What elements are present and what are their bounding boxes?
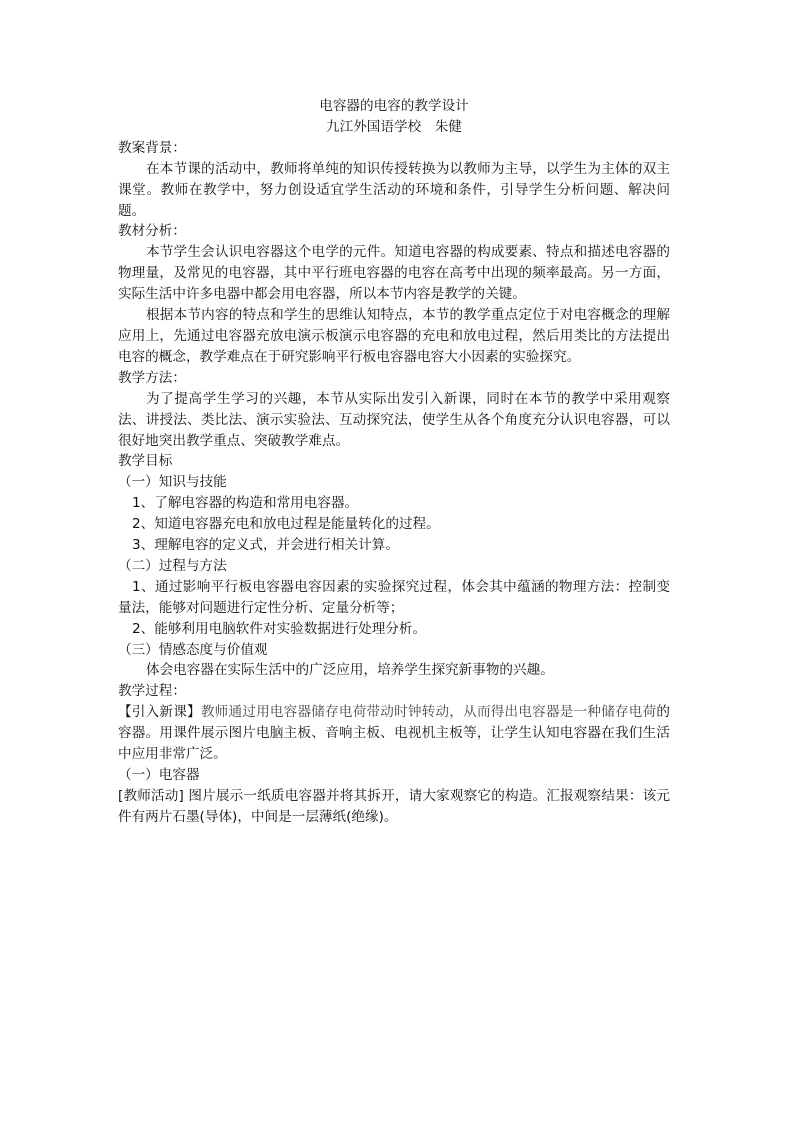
goal-1-item: 2、知道电容器充电和放电过程是能量转化的过程。 xyxy=(132,516,440,533)
goal-1-heading: （一）知识与技能 xyxy=(118,474,227,491)
goal-2-item: 2、能够利用电脑软件对实验数据进行处理分析。 xyxy=(132,620,427,637)
intro-text-b: 的容器。用课件展示图片电脑主板、音响主板、电视机主板等，让学生认知电容器在我们生活中应用非常广泛。 xyxy=(118,704,671,763)
goal-2-item: 1、通过影响平行板电容器电容因素的实验探究过程，体会其中蕴涵的物理方法：控制变量法，能够对问题进行定性分析、定量分析等； xyxy=(118,578,670,616)
material-paragraph-1: 本节学生会认识电容器这个电学的元件。知道电容器的构成要素、特点和描述电容器的物理量，及常见的电容器，其中平行班电容器的电容在高考中出现的频率最高。另一方面，实际生活中许多电器中都会用电容器，所以本节内容是教学的关键。 xyxy=(118,244,670,303)
goal-2-heading: （二）过程与方法 xyxy=(118,557,227,574)
document-byline: 九江外国语学校 朱健 xyxy=(326,118,462,135)
goal-heading: 教学目标 xyxy=(118,453,173,470)
material-paragraph-2: 根据本节内容的特点和学生的思维认知特点，本节的教学重点定位于对电容概念的理解应用上，先通过电容器充放电演示板演示电容器的充电和放电过程，然后用类比的方法提出电容的概念，教学难点在于研究影响平行板电容器电容大小因素的实验探究。 xyxy=(118,307,670,365)
teacher-activity-text: [教师活动] 图片展示一纸质电容器并将其拆开，请大家观察它的构造。汇报观察结果：该元件有两片石墨(导体)，中间是一层薄纸(绝缘)。 xyxy=(118,787,670,825)
background-text: 在本节课的活动中，教师将单纯的知识传授转换为以教师为主导，以学生为主体的双主课堂。教师在教学中，努力创设适宜学生活动的环境和条件，引导学生分析问题、解决问题。 xyxy=(118,160,670,219)
goal-1-item: 3、理解电容的定义式，并会进行相关计算。 xyxy=(132,537,399,554)
document-page xyxy=(118,96,670,828)
goal-3-heading: （三）情感态度与价值观 xyxy=(118,641,268,658)
goal-3-text: 体会电容器在实际生活中的广泛应用，培养学生探究新事物的兴趣。 xyxy=(146,662,554,679)
process-heading: 教学过程： xyxy=(118,683,186,700)
goal-1-item: 1、了解电容器的构造和常用电容器。 xyxy=(132,495,359,512)
document-title: 电容器的电容的教学设计 xyxy=(319,98,469,114)
intro-tag: 【引入新课】 xyxy=(118,704,201,721)
material-heading: 教材分析： xyxy=(118,223,186,240)
background-heading: 教案背景： xyxy=(118,139,186,156)
method-text: 为了提高学生学习的兴趣，本节从实际出发引入新课，同时在本节的教学中采用观察法、讲授法、类比法、演示实验法、互动探究法，使学生从各个角度充分认识电容器，可以很好地突出教学重点、突破教学难点。 xyxy=(118,390,670,449)
intro-paragraph xyxy=(118,702,670,765)
intro-text-a: 教师通过用电容器储存电荷带动时钟转动，从而得出电容器是一种储存电荷 xyxy=(200,704,657,721)
sub-heading-capacitor: （一）电容器 xyxy=(118,767,200,783)
method-heading: 教学方法： xyxy=(118,369,186,386)
